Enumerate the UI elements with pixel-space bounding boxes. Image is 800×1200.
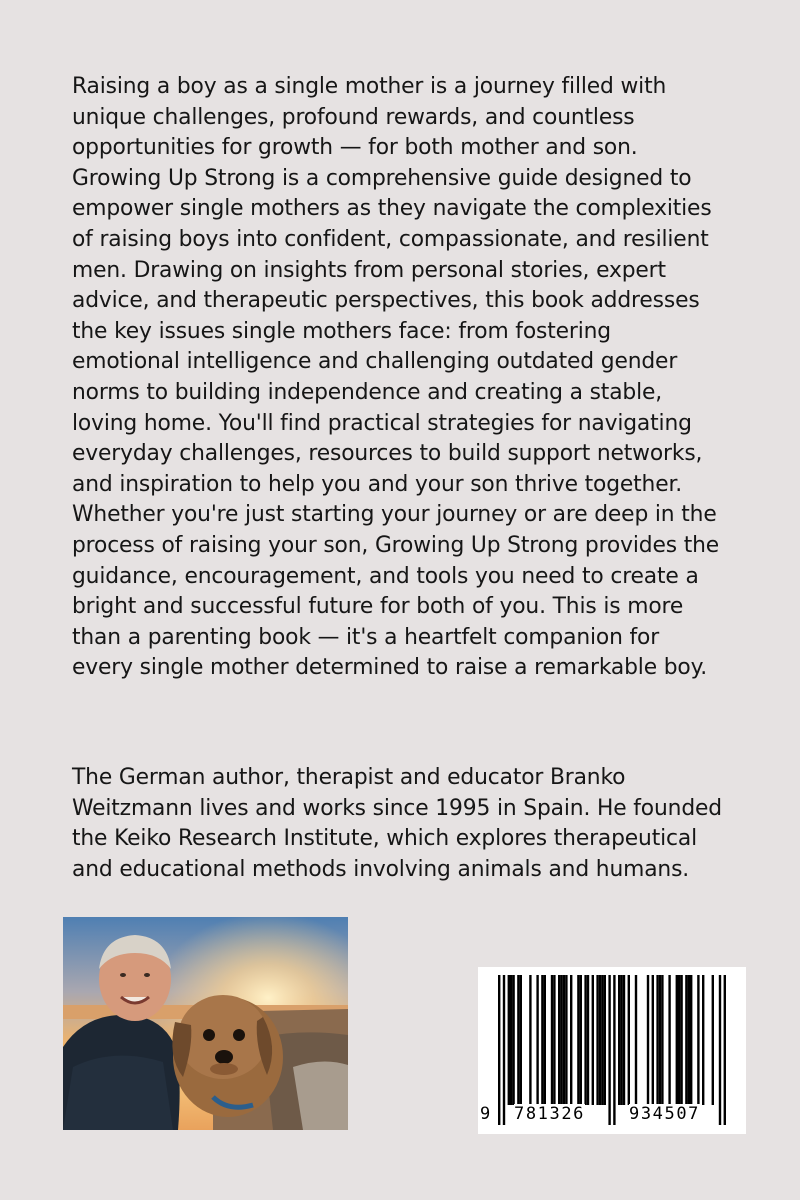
barcode-bar bbox=[628, 975, 630, 1105]
barcode-bar bbox=[584, 975, 586, 1105]
barcode-bar bbox=[541, 975, 543, 1105]
barcode-bar bbox=[580, 975, 582, 1105]
barcode-bar bbox=[604, 975, 606, 1105]
isbn-barcode bbox=[478, 967, 746, 1134]
barcode-bar bbox=[560, 975, 562, 1105]
barcode-bar bbox=[685, 975, 687, 1105]
barcode-bar bbox=[536, 975, 538, 1105]
barcode-bar bbox=[565, 975, 567, 1105]
barcode-guard-bar bbox=[503, 975, 505, 1125]
barcode-bar bbox=[635, 975, 637, 1105]
barcode-bar bbox=[702, 975, 704, 1105]
barcode-bar bbox=[517, 975, 519, 1105]
barcode-bar bbox=[544, 975, 546, 1105]
barcode-bar bbox=[510, 975, 512, 1105]
barcode-bar bbox=[680, 975, 682, 1105]
barcode-bar bbox=[592, 975, 594, 1105]
barcode-bar bbox=[618, 975, 620, 1105]
barcode-guard-bar bbox=[498, 975, 500, 1125]
barcode-guard-bar bbox=[719, 975, 721, 1125]
barcode-bar bbox=[647, 975, 649, 1105]
barcode-bar bbox=[697, 975, 699, 1105]
barcode-bar bbox=[659, 975, 661, 1105]
barcode-bar bbox=[551, 975, 553, 1105]
book-blurb: Raising a boy as a single mother is a journey filled with unique challenges, profound rewards, and countless opportunities for growth — for both mother and son. Growing Up Strong is a comprehensive guide designed to empower single mothers as they navigate the complexities of raising boys into confident, compassionate, and resilient men. Drawing on insights from personal stories, expert advice, and therapeutic perspectives, this book addresses the key issues single mothers face: from fostering emotional intelligence and challenging outdated gender norms to building independence and creating a stable, loving home. You'll find practical strategies for navigating everyday challenges, resources to build support networks, and inspiration to help you and your son thrive together. Whether you're just starting your journey or are deep in the process of raising your son, Growing Up Strong provides the guidance, encouragement, and tools you need to create a bright and successful future for both of you. This is more than a parenting book — it's a heartfelt companion for every single mother determined to raise a remarkable boy. bbox=[72, 74, 720, 681]
barcode-bar bbox=[690, 975, 692, 1105]
barcode-bar bbox=[599, 975, 601, 1105]
barcode-right-group: 934507 bbox=[629, 1104, 701, 1124]
barcode-bar bbox=[620, 975, 622, 1105]
barcode-guard-bar bbox=[613, 975, 615, 1125]
barcode-left-group: 781326 bbox=[514, 1104, 586, 1124]
barcode-first-digit: 9 bbox=[480, 1104, 491, 1124]
barcode-bar bbox=[508, 975, 510, 1105]
barcode-bar bbox=[676, 975, 678, 1105]
barcode-bar bbox=[563, 975, 565, 1105]
barcode-bar bbox=[570, 975, 572, 1105]
barcode-bar bbox=[553, 975, 555, 1105]
barcode-bar bbox=[529, 975, 531, 1105]
barcode-bar bbox=[668, 975, 670, 1105]
barcode-bar bbox=[512, 975, 514, 1105]
barcode-bar bbox=[656, 975, 658, 1105]
barcode-guard-bar bbox=[724, 975, 726, 1125]
barcode-guard-bar bbox=[608, 975, 610, 1125]
barcode-bar bbox=[652, 975, 654, 1105]
barcode-bar bbox=[520, 975, 522, 1105]
barcode-bar bbox=[587, 975, 589, 1105]
barcode-bar bbox=[596, 975, 598, 1105]
author-photo bbox=[63, 917, 348, 1130]
barcode-bar bbox=[688, 975, 690, 1105]
barcode-bar bbox=[558, 975, 560, 1105]
author-bio: The German author, therapist and educator Branko Weitzmann lives and works since 1995 in Spain. He founded the Keiko Research Institute, which explores therapeutical and educational methods involving animals and humans. bbox=[72, 765, 722, 882]
barcode-bar bbox=[577, 975, 579, 1105]
barcode-bar bbox=[712, 975, 714, 1105]
barcode-bar bbox=[678, 975, 680, 1105]
barcode-bar bbox=[601, 975, 603, 1105]
barcode-digits bbox=[478, 1104, 746, 1128]
barcode-bar bbox=[661, 975, 663, 1105]
barcode-bar bbox=[623, 975, 625, 1105]
